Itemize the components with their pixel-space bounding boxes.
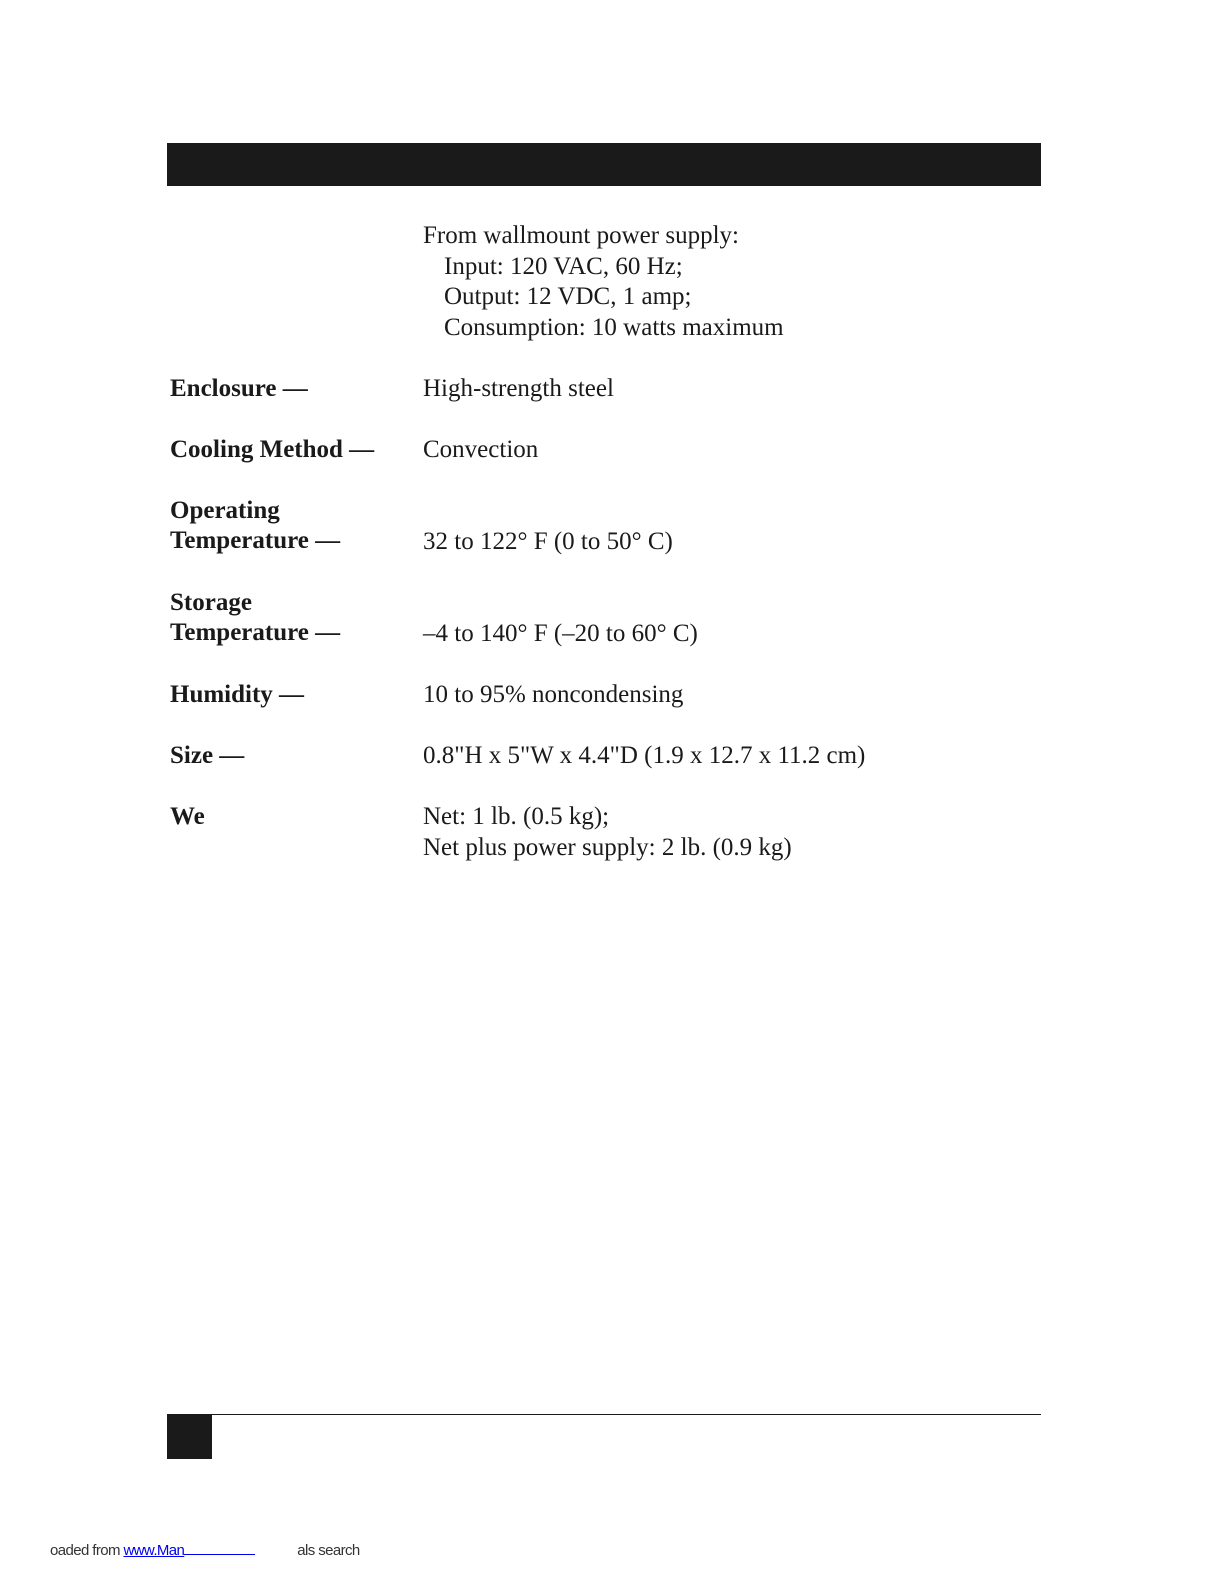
header-bar [167, 143, 1041, 186]
weight-net-plus-supply: Net plus power supply: 2 lb. (0.9 kg) [423, 833, 792, 861]
weight-value [423, 802, 792, 863]
watermark-prefix: oaded from [50, 1542, 124, 1559]
footer-rule [167, 1414, 1041, 1415]
enclosure-label: Enclosure — [170, 375, 308, 402]
footer-page-box [167, 1414, 212, 1459]
size-label: Size — [170, 742, 245, 769]
cooling-value: Convection [423, 436, 539, 463]
power-line-consumption: Consumption: 10 watts maximum [444, 313, 784, 341]
storage-temp-label-line2: Temperature — [170, 619, 341, 646]
size-value: 0.8"H x 5"W x 4.4"D (1.9 x 12.7 x 11.2 cm) [423, 742, 866, 769]
weight-label: We [170, 803, 205, 830]
storage-temp-label [170, 588, 340, 648]
storage-temp-label-line1: Storage [170, 589, 252, 616]
watermark-link-gap [184, 1540, 255, 1555]
operating-temp-label-line2: Temperature — [170, 527, 341, 554]
watermark-link[interactable]: www.Man [123, 1542, 185, 1559]
operating-temp-label [170, 496, 340, 556]
watermark-suffix: als search [297, 1542, 360, 1559]
download-watermark [50, 1540, 360, 1559]
power-spec-value [423, 221, 784, 343]
storage-temp-value: –4 to 140° F (–20 to 60° C) [423, 620, 698, 647]
humidity-label: Humidity — [170, 681, 305, 708]
power-line-source: From wallmount power supply: [423, 222, 739, 249]
enclosure-value: High-strength steel [423, 375, 614, 402]
weight-net: Net: 1 lb. (0.5 kg); [423, 803, 610, 830]
operating-temp-label-line1: Operating [170, 497, 280, 524]
power-line-input: Input: 120 VAC, 60 Hz; [444, 252, 683, 280]
power-line-output: Output: 12 VDC, 1 amp; [444, 283, 692, 310]
cooling-label: Cooling Method — [170, 436, 375, 463]
operating-temp-value: 32 to 122° F (0 to 50° C) [423, 528, 673, 555]
humidity-value: 10 to 95% noncondensing [423, 681, 684, 708]
